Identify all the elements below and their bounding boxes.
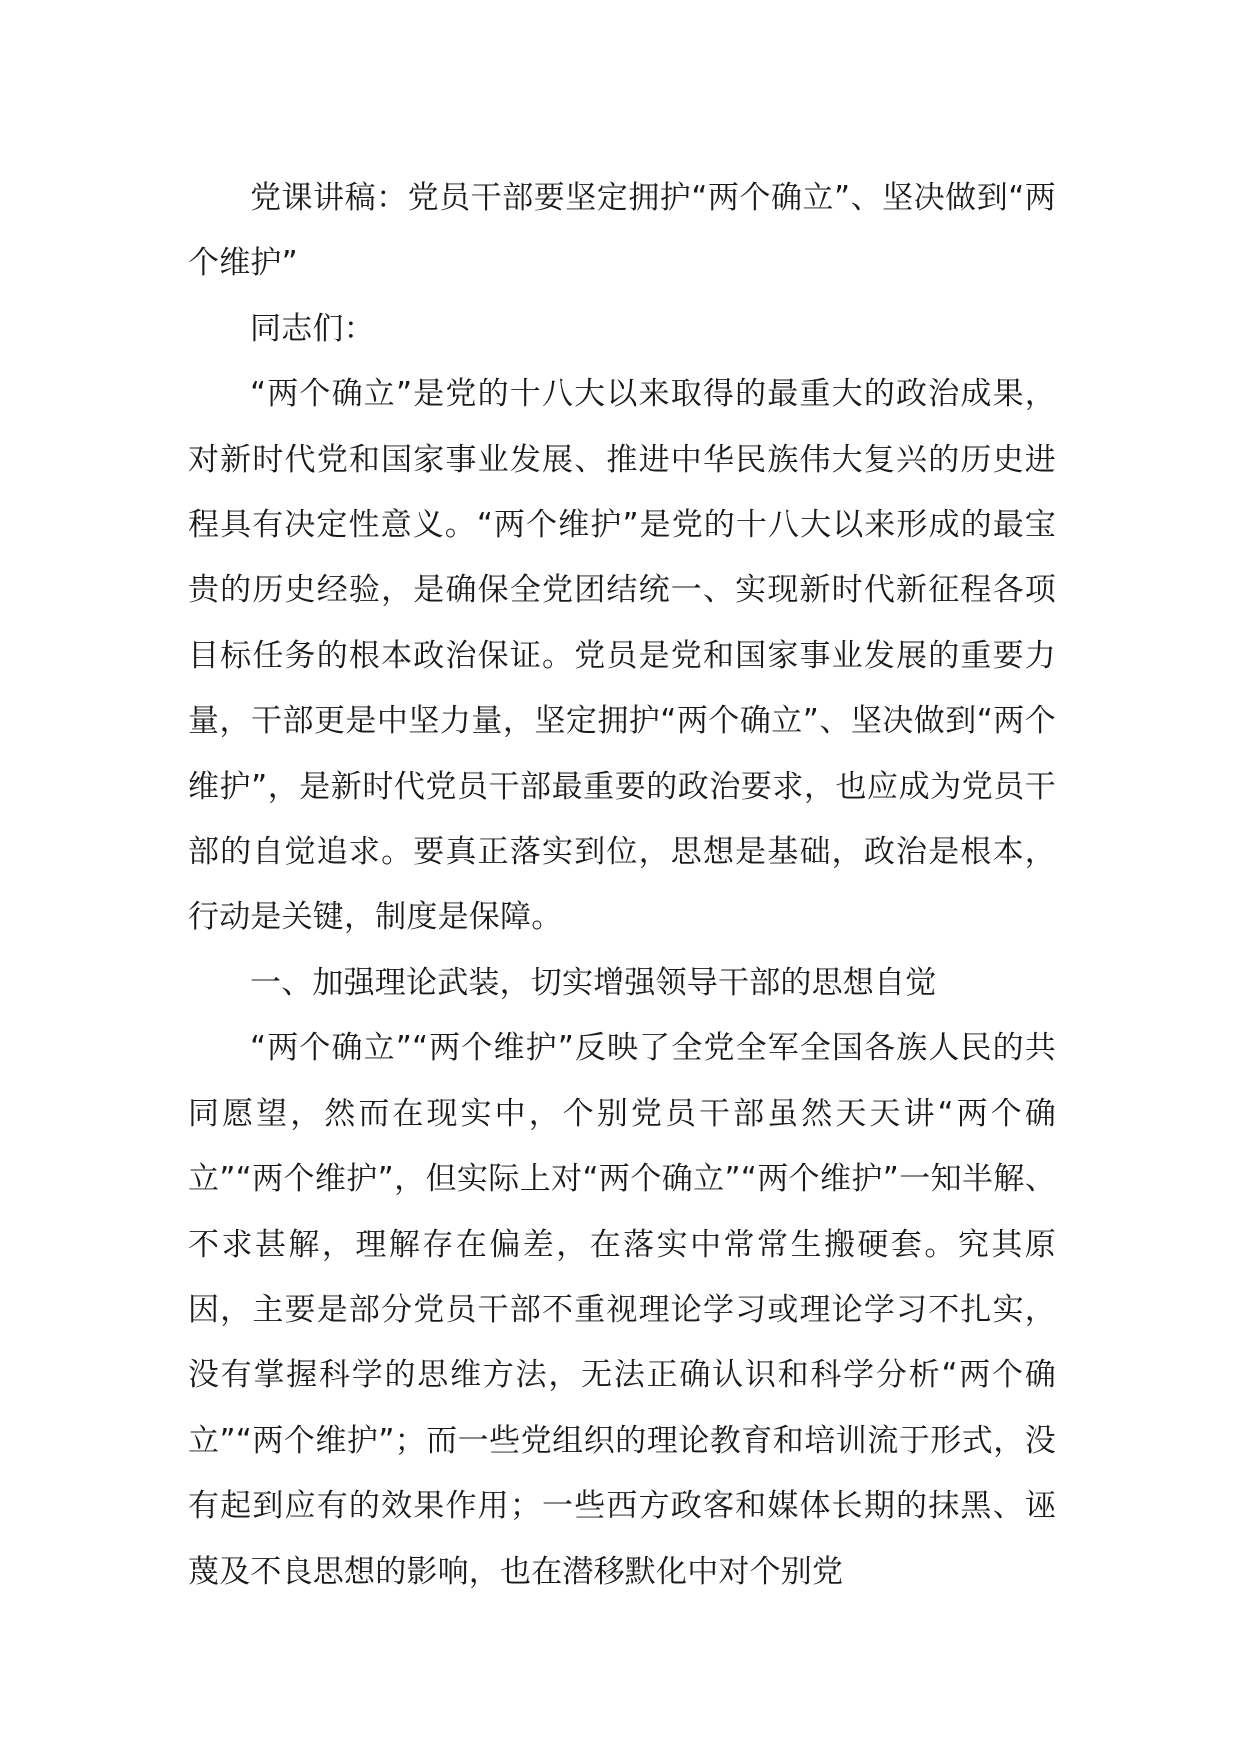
greeting: 同志们： [250, 310, 375, 347]
document-title: 党课讲稿：党员干部要坚定拥护“两个确立”、坚决做到“两个维护” [188, 180, 1056, 282]
paragraph-intro: “两个确立”是党的十八大以来取得的最重大的政治成果，对新时代党和国家事业发展、推进中华民族伟大复兴的历史进程具有决定性意义。“两个维护”是党的十八大以来形成的最宝贵的历史经验，是确保全党团结统一、实现新时代新征程各项目标任务的根本政治保证。党员是党和国家事业发展的重要力量，干部更是中坚力量，坚定拥护“两个确立”、坚决做到“两个维护”，是新时代党员干部最重要的政治要求，也应成为党员干部的自觉追求。要真正落实到位，思想是基础，政治是根本，行动是关键，制度是保障。 [188, 376, 1056, 936]
paragraph-section-1: “两个确立”“两个维护”反映了全党全军全国各族人民的共同愿望，然而在现实中，个别党员干部虽然天天讲“两个确立”“两个维护”，但实际上对“两个确立”“两个维护”一知半解、不求甚解，理解存在偏差，在落实中常常生搬硬套。究其原因，主要是部分党员干部不重视理论学习或理论学习不扎实，没有掌握科学的思维方法，无法正确认识和科学分析“两个确立”“两个维护”；而一些党组织的理论教育和培训流于形式，没有起到应有的效果作用；一些西方政客和媒体长期的抹黑、诬蔑及不良思想的影响，也在潜移默化中对个别党 [188, 1030, 1056, 1590]
section-heading-1: 一、加强理论武装，切实增强领导干部的思想自觉 [250, 964, 937, 1001]
document-body [188, 166, 1056, 1605]
